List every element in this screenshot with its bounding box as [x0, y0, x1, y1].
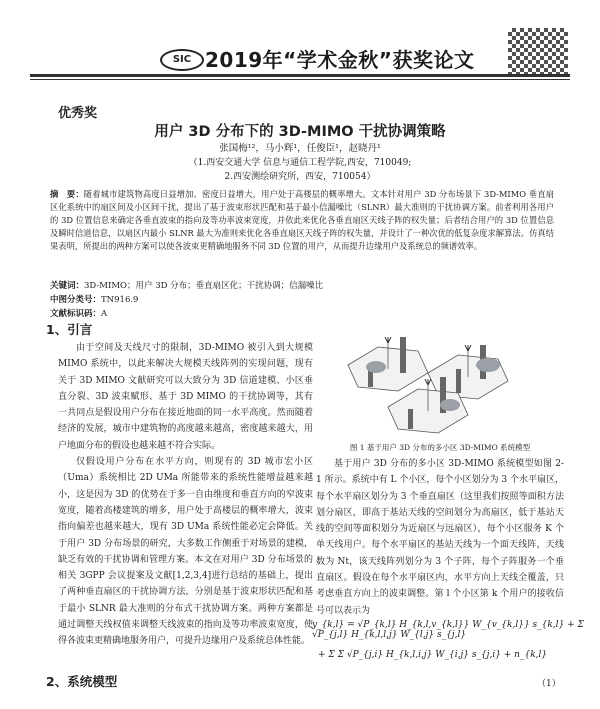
- keywords-label: 关键词：: [50, 281, 85, 291]
- clc-text: TN916.9: [101, 295, 139, 305]
- equation-number: （1）: [537, 679, 561, 689]
- clc-number: [50, 293, 554, 305]
- affiliation-2: 2.西安测绘研究所，西安，710054）: [224, 172, 376, 182]
- equation-line-2: + Σ Σ √P_{j,i} H_{k,l,i,j} W_{i,j} s_{j,i} + n_{k,l}: [318, 650, 548, 660]
- intro-paragraph-1: 由于空间及天线尺寸的限制，3D-MIMO 被引入到大规模 MIMO 系统中，以此来解决大规模天线阵列的实现问题，现有关于 3D MIMO 文献研究可以大致分为 3D 信道建模、小区垂直分裂、3D 波束赋形、基于 3D MIMO 的干扰协调等，其有一共同点是假设用户分布在接近地面的同一水平高度。然而随着经济的发展，城市中建筑物的高度越来越高，密度越来越大，用户地面分布的假设也越来越不符合实际。: [58, 343, 313, 451]
- document-code: [50, 307, 554, 319]
- award-label: 优秀奖: [58, 106, 98, 121]
- page-header: [0, 0, 600, 82]
- abstract-text: 随着城市建筑物高度日益增加、密度日益增大，用户处于高楼层的概率增大。文本针对用户 3D 分布场景下 3D-MIMO 垂直扇区化系统中的扇区间及小区间干扰，提出了基于波束形状匹配和基于最小信漏噪比（SLNR）最大准则的干扰协调方案。前者利用各用户的 3D 位置信息来确定各垂直波束的指向及等功率波束宽度，并依此来优化各垂直扇区天线子阵的权失量；后者结合用户的 3D 位置信息及瞬时信道信息，以扇区内最小 SLNR 最大为准则来优化各垂直扇区天线子阵的权失量，并设计了一种次优的低复杂度求解算法。仿真结果表明，所提出的两种方案可以使各波束更精确地服务不同 3D 位置的用户，从而提升边缘用户及系统总的频谱效率。: [50, 189, 554, 251]
- sic-logo: SIC: [160, 49, 204, 71]
- doc-code-label: 文献标识码：: [50, 309, 102, 319]
- header-rule-thin: [30, 79, 570, 80]
- paper-title: 用户 3D 分布下的 3D-MIMO 干扰协调策略: [154, 124, 446, 140]
- right-column: [316, 456, 564, 619]
- left-column: [58, 340, 313, 650]
- section-heading-introduction: 1、引言: [46, 322, 93, 337]
- abstract: [50, 188, 554, 253]
- paper-authors: 张国梅¹²，马小辉¹，任俊臣¹，赵晓丹¹: [219, 143, 381, 154]
- figure-caption: 图 1 基于用户 3D 分布的多小区 3D-MIMO 系统模型: [349, 443, 531, 452]
- doc-code-text: A: [101, 309, 108, 319]
- header-title: 2019年“学术金秋”获奖论文: [205, 48, 475, 72]
- equation-line-1: y_{k,l} = √P_{k,l} H_{k,l,v_{k,l}} W_{v_{k,l}} s_{k,l} + Σ √P_{j,l} H_{k,l,l,j} W_{l,j} s_{j,l}: [312, 620, 584, 640]
- keywords: [50, 279, 554, 291]
- affiliation-1: （1.西安交通大学 信息与通信工程学院,西安，710049;: [188, 158, 412, 168]
- clc-label: 中图分类号：: [50, 295, 102, 305]
- intro-paragraph-2: 仅假设用户分布在水平方向，则现有的 3D 城市宏小区（Uma）系统相比 2D UMa 所能带来的系统性能增益越来越小，这是因为 3D 的优势在于多一自由维度和垂直方向的窄波束宽度，随着高楼建筑的增多，用户处于高楼层的概率增大，波束指向偏差也越来越大，现有 3D UMa 系统性能必定会降低。关于用户 3D 分布场景的研究，大多数工作侧重于对场景的建模，缺乏有效的干扰协调和管理方案。本文在对用户 3D 分布场景的相关 3GPP 会议提案及文献[1,2,3,4]进行总结的基础上，提出了两种垂直扇区的干扰协调方法，分别是基于波束形状匹配和基于最小 SLNR 最大准则的分布式干扰协调方案。两种方案都是通过调整天线权值来调整天线波束的指向及等功率波束宽度，使得各波束更精确地服务用户，可提升边缘用户及系统总体性能。: [58, 457, 313, 647]
- section-heading-system-model: 2、系统模型: [46, 674, 118, 689]
- checker-pattern-decoration: [508, 28, 568, 76]
- header-rule-thick: [30, 74, 570, 77]
- model-paragraph: 基于用户 3D 分布的多小区 3D-MIMO 系统模型如图 2-1 所示。系统中有 L 个小区，每个小区划分为 3 个水平扇区，每个水平扇区划分为 3 个垂直扇区（这里我们按照等面积方法划分扇区，即高于基站天线的空间划分为高扇区，低于基站天线的空间等面积划分为近扇区与远扇区），每个小区服务 K 个单天线用户。每个水平扇区的基站天线为一个面天线阵，天线数为 Nt，该天线阵列划分为 3 个子阵，每个子阵服务一个垂直扇区。假设在每个水平扇区内，水平方向上天线全覆盖，只考虑垂直方向上的波束调整。第 l 个小区第 k 个用户的接收信号可以表示为: [316, 459, 564, 616]
- abstract-label: 摘 要：: [50, 189, 84, 199]
- system-model-figure: [338, 325, 548, 440]
- keywords-text: 3D-MIMO；用户 3D 分布；垂直扇区化；干扰协调；信漏噪比: [84, 281, 324, 291]
